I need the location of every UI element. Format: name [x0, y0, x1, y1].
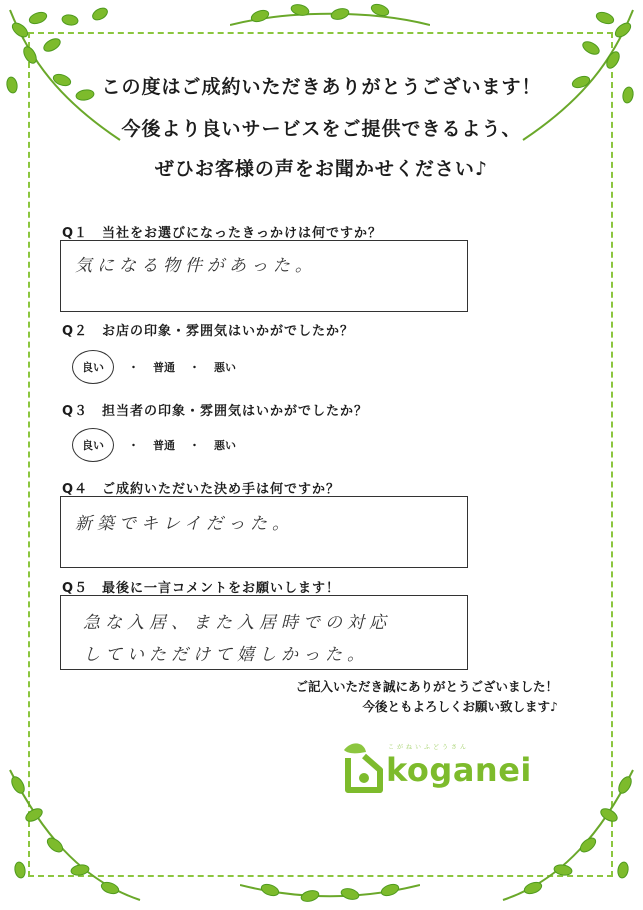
separator: ・ — [189, 361, 200, 374]
q3-option-good[interactable]: 良い — [72, 428, 114, 462]
q5-question: 最後に一言コメントをお願いします！ — [102, 581, 341, 596]
heading-line-1: この度はご成約いただきありがとうございます！ — [101, 76, 542, 98]
q5-number: Q５ — [62, 581, 89, 596]
logo-text: koganei — [386, 751, 532, 789]
q5-title — [62, 577, 340, 596]
separator: ・ — [128, 361, 139, 374]
logo-subtitle: こがねいふどうさん — [388, 744, 470, 751]
q3-question: 担当者の印象・雰囲気はいかがでしたか？ — [102, 404, 369, 419]
separator: ・ — [189, 439, 200, 452]
separator: ・ — [128, 439, 139, 452]
q5-answer-line-1: 急な入居、また入居時での対応 — [83, 613, 391, 633]
q3-option-bad[interactable]: 悪い — [214, 439, 236, 452]
q2-option-bad[interactable]: 悪い — [214, 361, 236, 374]
koganei-logo — [340, 738, 540, 798]
leaf-decoration-top-center — [230, 0, 430, 40]
house-leaf-icon — [340, 738, 390, 798]
q2-question: お店の印象・雰囲気はいかがでしたか？ — [102, 324, 355, 339]
q1-answer-box — [60, 240, 468, 312]
closing-line-2: 今後ともよろしくお願い致します♪ — [362, 699, 558, 714]
q5-answer-box — [60, 595, 468, 670]
closing-line-1: ご記入いただき誠にありがとうございました！ — [295, 679, 558, 694]
q4-title — [62, 478, 340, 497]
heading-line-3: ぜひお客様の声をお聞かせください♪ — [154, 158, 489, 180]
q4-question: ご成約いただいた決め手は何ですか？ — [102, 482, 341, 497]
q4-answer: 新築でキレイだった。 — [75, 514, 294, 534]
q3-number: Q３ — [62, 404, 89, 419]
leaf-decoration-bottom-left — [0, 760, 150, 910]
q2-number: Q２ — [62, 324, 89, 339]
q2-choices — [72, 350, 236, 384]
leaf-decoration-bottom-center — [240, 860, 420, 910]
q1-number: Q１ — [62, 226, 89, 241]
q3-choices — [72, 428, 236, 462]
q2-option-average[interactable]: 普通 — [153, 361, 175, 374]
q1-question: 当社をお選びになったきっかけは何ですか？ — [102, 226, 383, 241]
q2-title — [62, 320, 354, 339]
q2-option-good[interactable]: 良い — [72, 350, 114, 384]
q1-title — [62, 222, 382, 241]
heading-line-2: 今後より良いサービスをご提供できるよう、 — [121, 118, 522, 140]
q3-option-average[interactable]: 普通 — [153, 439, 175, 452]
q1-answer: 気になる物件があった。 — [75, 256, 317, 276]
q4-answer-box — [60, 496, 468, 568]
q5-answer-line-2: していただけて嬉しかった。 — [83, 645, 369, 665]
q3-title — [62, 400, 368, 419]
q4-number: Q４ — [62, 482, 89, 497]
